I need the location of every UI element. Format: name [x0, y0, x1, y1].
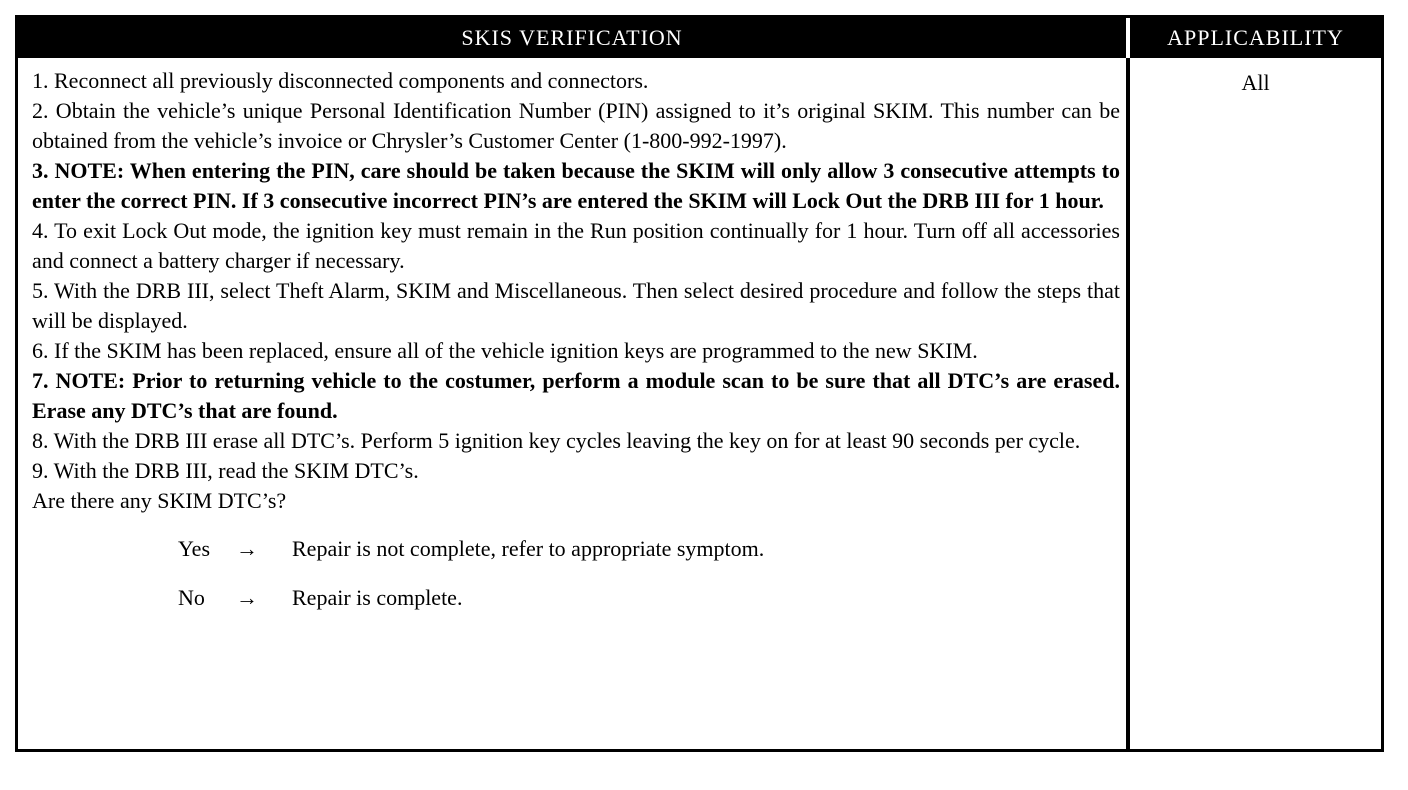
step-7: 7. NOTE: Prior to returning vehicle to the costumer, perform a module scan to be sure that all DTC’s are erased. Erase any DTC’s that are found.	[32, 368, 1120, 423]
table-header	[18, 18, 1381, 58]
step-8: 8. With the DRB III erase all DTC’s. Perform 5 ignition key cycles leaving the key on for at least 90 seconds per cycle.	[32, 428, 1081, 453]
column-divider	[1126, 58, 1130, 749]
answer-yes	[178, 534, 1120, 564]
answer-no-result: Repair is complete.	[292, 585, 463, 610]
answer-yes-result: Repair is not complete, refer to appropriate symptom.	[292, 536, 765, 561]
question: Are there any SKIM DTC’s?	[32, 488, 287, 513]
skis-verification-table	[15, 15, 1384, 752]
header-title: SKIS VERIFICATION	[461, 25, 683, 50]
answer-no	[178, 583, 1120, 613]
procedure-cell	[32, 66, 1120, 632]
header-applicability: APPLICABILITY	[1167, 25, 1344, 50]
step-3: 3. NOTE: When entering the PIN, care should be taken because the SKIM will only allow 3 consecutive attempts to enter the correct PIN. If 3 consecutive incorrect PIN’s are entered the SKIM will Lock Out the DRB III for 1 hour.	[32, 158, 1120, 213]
step-9: 9. With the DRB III, read the SKIM DTC’s.	[32, 458, 419, 483]
answers	[178, 534, 1120, 613]
arrow-right-icon: →	[236, 536, 258, 561]
arrow-right-icon: →	[236, 585, 258, 610]
step-4: 4. To exit Lock Out mode, the ignition key must remain in the Run position continually for 1 hour. Turn off all accessories and connect a battery charger if necessary.	[32, 218, 1120, 273]
steps-list	[32, 66, 1120, 486]
step-5: 5. With the DRB III, select Theft Alarm, SKIM and Miscellaneous. Then select desired procedure and follow the steps that will be displayed.	[32, 278, 1120, 333]
step-1: 1. Reconnect all previously disconnected components and connectors.	[32, 68, 649, 93]
step-2: 2. Obtain the vehicle’s unique Personal Identification Number (PIN) assigned to it’s original SKIM. This number can be obtained from the vehicle’s invoice or Chrysler’s Customer Center (1-800-992-1997).	[32, 98, 1120, 153]
step-6: 6. If the SKIM has been replaced, ensure all of the vehicle ignition keys are programmed to the new SKIM.	[32, 338, 978, 363]
answer-no-label: No	[178, 585, 205, 610]
answer-yes-label: Yes	[178, 536, 211, 561]
applicability-value: All	[1241, 70, 1270, 95]
